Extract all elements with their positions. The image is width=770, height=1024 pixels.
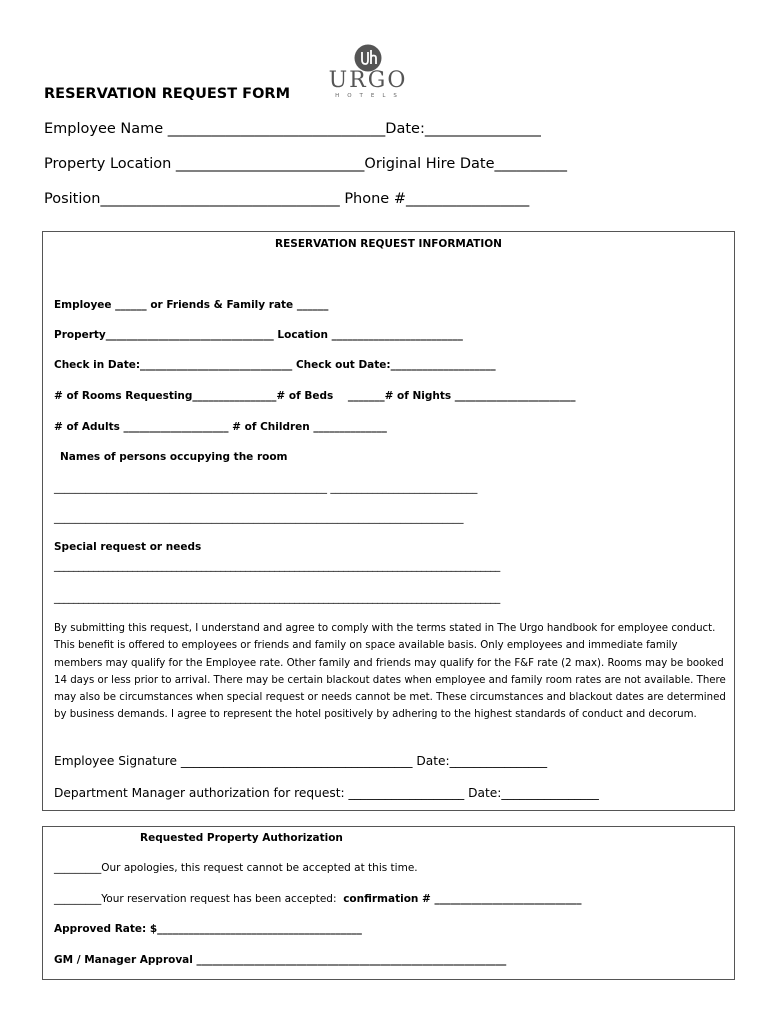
logo-subtitle: HOTELS bbox=[335, 93, 405, 99]
occupant-names-blank-1[interactable]: ____________________________________________________ ____________________________ bbox=[54, 482, 478, 494]
approved-rate-line[interactable]: Approved Rate: $_______________________________________ bbox=[54, 923, 362, 935]
confirmation-number-field[interactable]: confirmation # ____________________________ bbox=[343, 893, 582, 905]
employee-signature-line[interactable]: Employee Signature ______________________________________ Date:________________ bbox=[54, 754, 548, 768]
rate-type-line[interactable]: Employee ______ or Friends & Family rate ______ bbox=[54, 299, 329, 311]
position-phone-line[interactable]: Position_________________________________ Phone #_________________ bbox=[44, 191, 530, 207]
adults-children-line[interactable]: # of Adults ____________________ # of Children ______________ bbox=[54, 421, 387, 433]
occupant-names-blank-2[interactable]: ______________________________________________________________________________ bbox=[54, 512, 464, 524]
gm-approval-line[interactable]: GM / Manager Approval ___________________________________________________________ bbox=[54, 954, 507, 966]
form-title: RESERVATION REQUEST FORM bbox=[44, 86, 290, 102]
occupant-names-label: Names of persons occupying the room bbox=[60, 451, 288, 463]
property-authorization-title: Requested Property Authorization bbox=[140, 832, 343, 844]
reservation-info-title: RESERVATION REQUEST INFORMATION bbox=[275, 238, 502, 250]
special-request-blank-2[interactable]: ___________________________________________________________________________________________ bbox=[54, 592, 500, 604]
terms-paragraph bbox=[54, 620, 726, 724]
terms-text: By submitting this request, I understand and agree to comply with the terms stated in The Urgo handbook for employee conduct. This benefit is offered to employees or friends and family on space available basis. Only employees and immediate family members may qualify for the Employee rate. Other family and friends may qualify for the F&F rate (2 max). Rooms may be booked 14 days or less prior to arrival. There may be certain blackout dates when employee and family room rates are not available. There may also be circumstances when special request or needs cannot be met. These circumstances and blackout dates are determined by business demands. I agree to represent the hotel positively by adhering to the highest standards of conduct and decorum. bbox=[54, 623, 726, 721]
special-request-label: Special request or needs bbox=[54, 541, 202, 553]
property-location-hire-date-line[interactable]: Property Location __________________________Original Hire Date__________ bbox=[44, 156, 568, 172]
logo-wordmark: URGO bbox=[328, 68, 408, 93]
apology-line[interactable]: _________Our apologies, this request cannot be accepted at this time. bbox=[54, 862, 418, 874]
accepted-line[interactable] bbox=[54, 893, 582, 905]
manager-authorization-line[interactable]: Department Manager authorization for request: ___________________ Date:________________ bbox=[54, 786, 599, 800]
property-location-field-line[interactable]: Property________________________________ Location _________________________ bbox=[54, 329, 463, 341]
accepted-text: _________Your reservation request has been accepted: bbox=[54, 893, 344, 905]
check-in-out-line[interactable]: Check in Date:_____________________________ Check out Date:____________________ bbox=[54, 359, 496, 371]
urgo-hotels-logo bbox=[322, 44, 414, 102]
employee-name-date-line[interactable]: Employee Name ______________________________Date:________________ bbox=[44, 121, 541, 137]
special-request-blank-1[interactable]: ___________________________________________________________________________________________ bbox=[54, 560, 500, 572]
rooms-beds-nights-line[interactable]: # of Rooms Requesting________________# of Beds _______# of Nights _______________________ bbox=[54, 390, 576, 402]
